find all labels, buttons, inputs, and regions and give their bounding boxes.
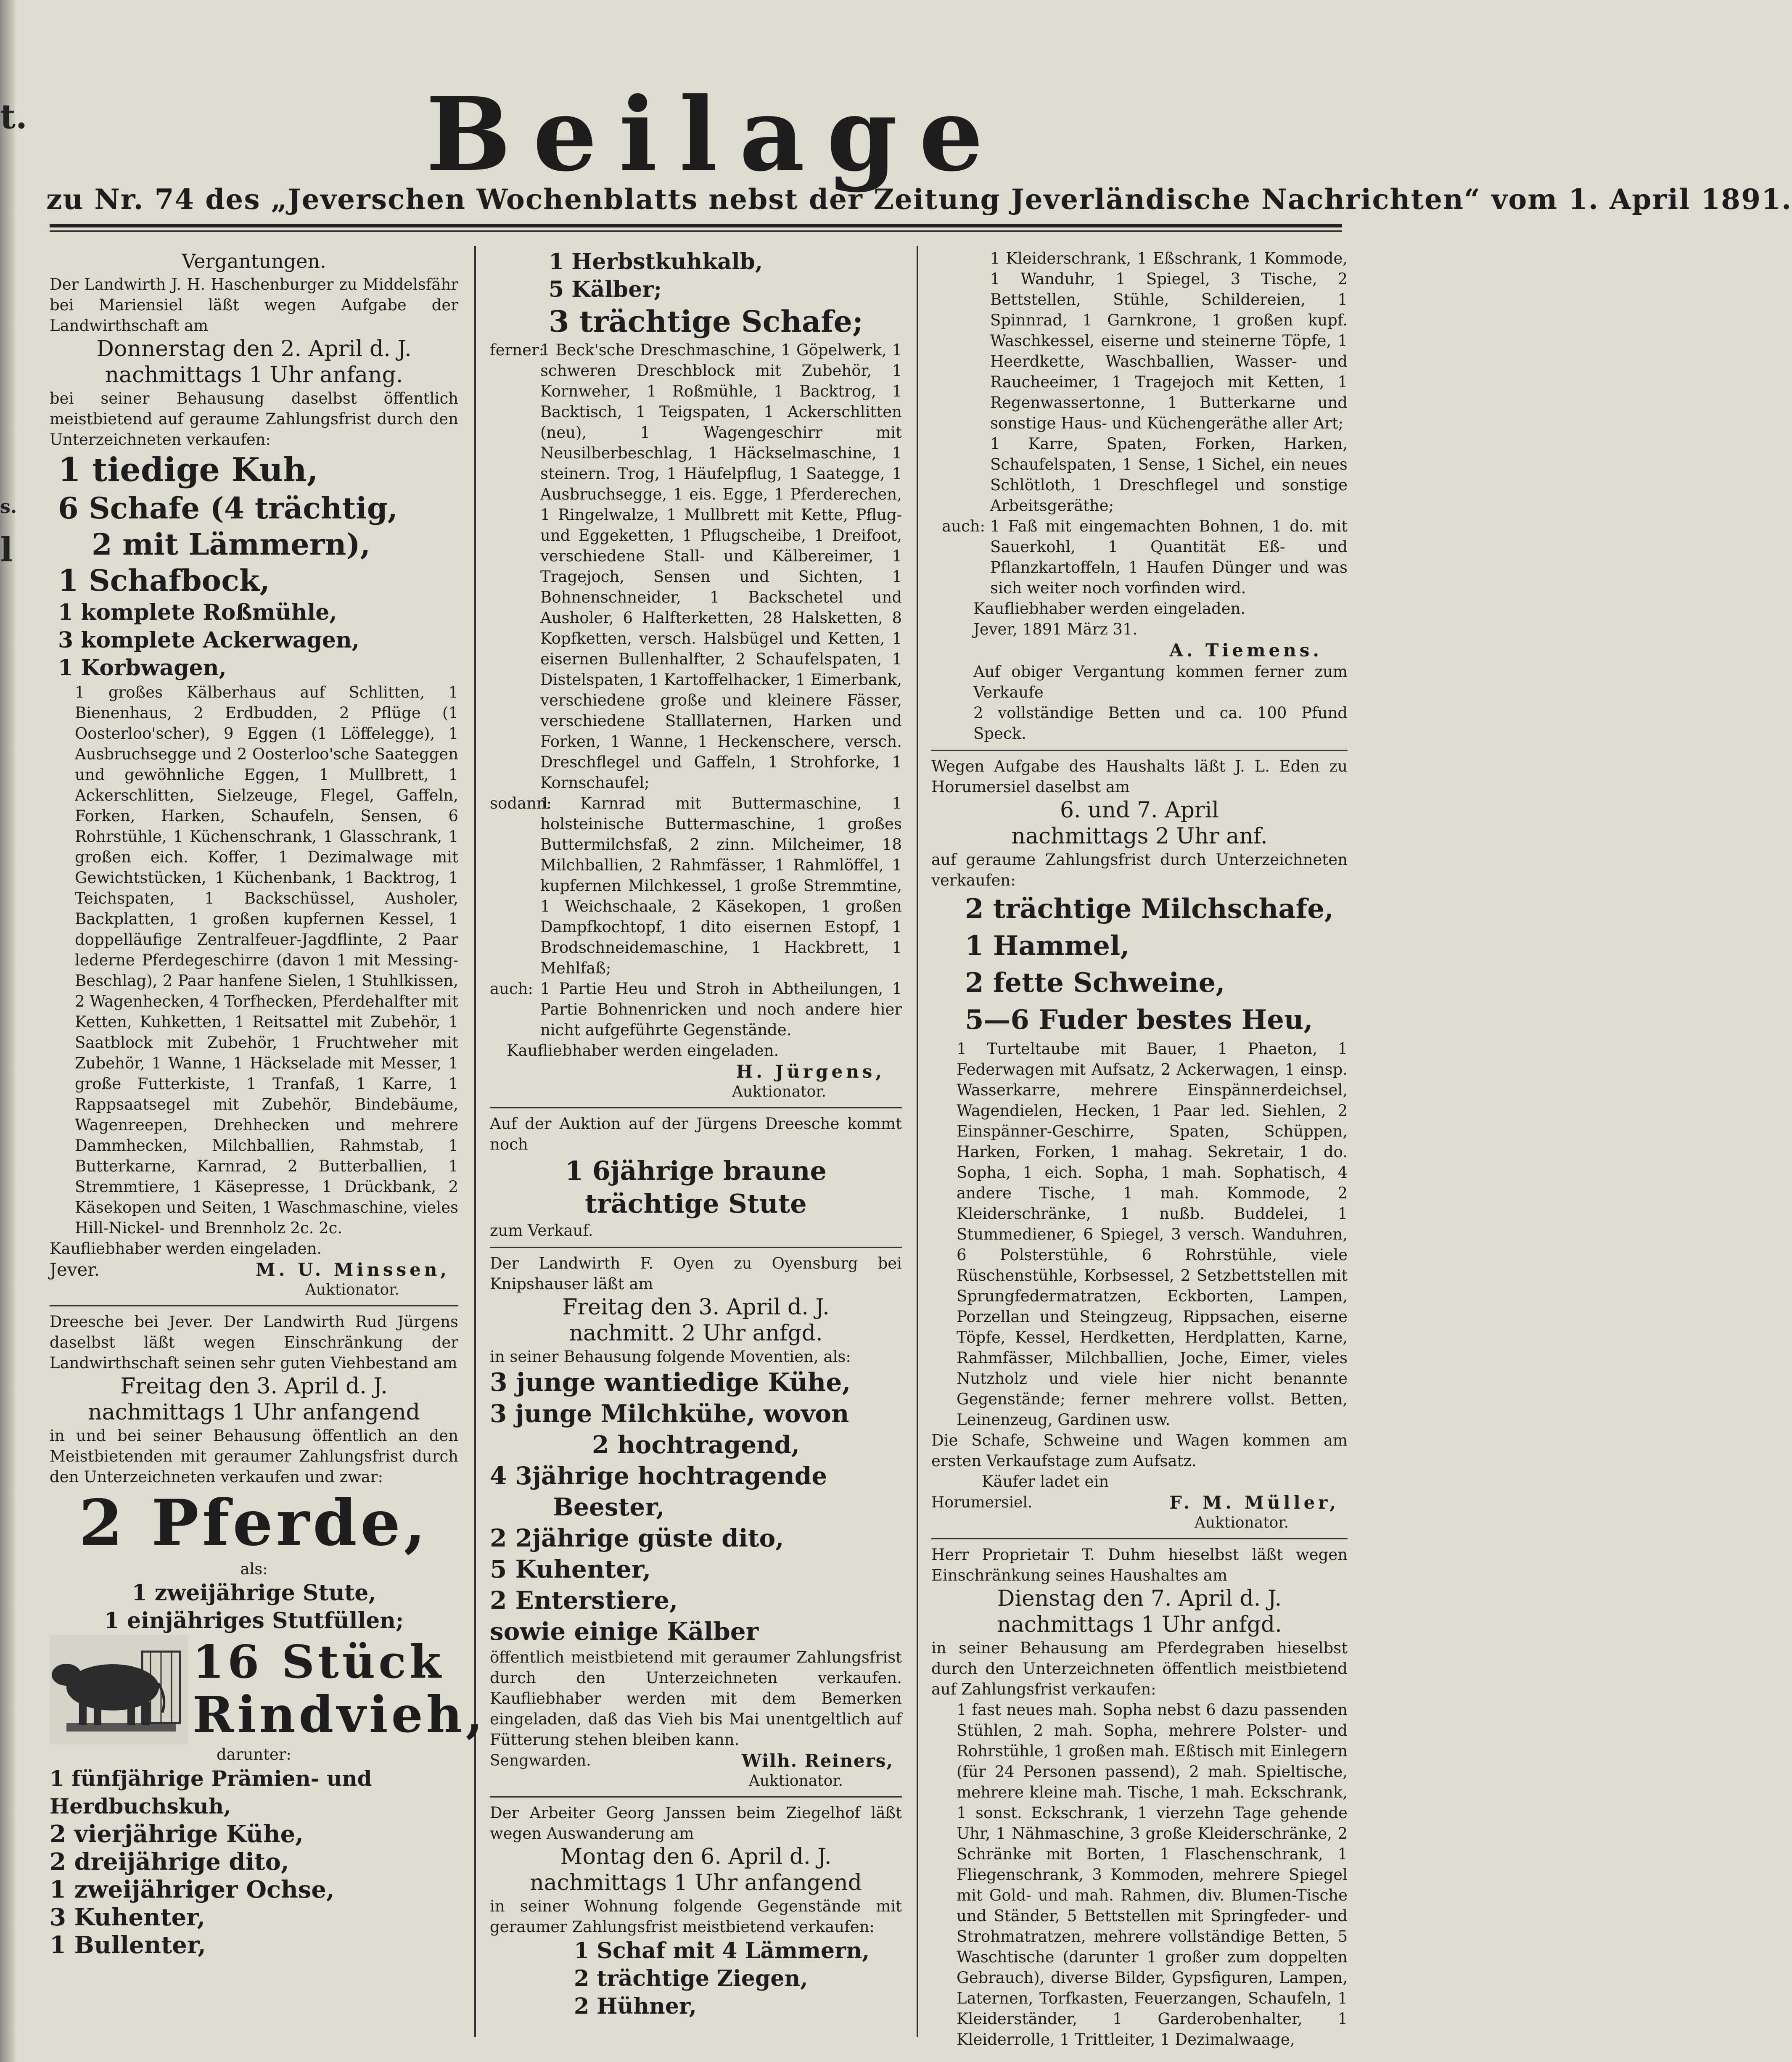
ad-signer: Wilh. Reiners, bbox=[741, 1750, 893, 1771]
ad-dateline: Jever, 1891 März 31. bbox=[973, 620, 1138, 638]
masthead bbox=[0, 75, 1406, 194]
column-3 bbox=[931, 248, 1348, 2049]
lot-item: sowie einige Kälber bbox=[490, 1617, 759, 1646]
lot-item: 1 Hammel, bbox=[965, 930, 1130, 962]
ad-label: darunter: bbox=[216, 1745, 291, 1763]
ad-body: 1 Karre, Spaten, Forken, Harken, Schaufelspaten, 1 Sense, 1 Sichel, ein neues Schlötloth, 1 Dreschflegel und sonstige Arbeitsgeräthe; bbox=[990, 435, 1348, 515]
lot-item: 5 Kuhenter, bbox=[490, 1555, 651, 1584]
ad-body: 1 fast neues mah. Sopha nebst 6 dazu passenden Stühlen, 2 mah. Sopha, mehrere Polster- und Rohrstühle, 1 großen mah. Eßtisch mit Einlegern (für 24 Personen passend), 2 mah. Spieltische, mehrere kleine mah. Tische, 1 mah. Eckschrank, 1 sonst. Eckschrank, 1 vierzehn Tage gehende Uhr, 1 Nähmaschine, 3 große Kleiderschränke, 2 Schränke mit Borten, 1 Flaschenschrank, 1 Fliegenschrank, 3 Kommoden, mehrere Spiegel mit Gold- und mah. Rahmen, div. Blumen-Tische und Ständer, 5 Bettstellen mit Springfeder- und Strohmatratzen, mehrere vollständige Betten, 5 Waschtische (darunter 1 großer zum doppelten Gebrauch), diverse Bilder, Gypsfiguren, Lampen, Laternen, Torfkasten, Feuerzangen, Schaufeln, 1 Kleiderständer, 1 Garderobenhalter, 1 Kleiderrolle, 1 Trittleiter, 1 Dezimalwaage, bbox=[957, 1701, 1348, 2049]
ad-time: nachmittags 1 Uhr anfangend bbox=[530, 1870, 862, 1895]
ad-date: Freitag den 3. April d. J. bbox=[562, 1295, 830, 1320]
lot-item: 6 Schafe (4 trächtig, bbox=[58, 491, 398, 526]
ad-separator bbox=[931, 1538, 1348, 1539]
ad-place: Sengwarden. bbox=[490, 1752, 591, 1769]
ad-separator bbox=[50, 1305, 458, 1306]
lot-item: 3 komplete Ackerwagen, bbox=[58, 627, 359, 653]
ad-date: Montag den 6. April d. J. bbox=[560, 1844, 832, 1869]
ad-heading: Vergantungen. bbox=[182, 250, 326, 272]
ad-signer: A. Tiemens. bbox=[1169, 640, 1322, 661]
lot-item: 4 3jährige hochtragende bbox=[490, 1462, 827, 1490]
ad-body: 2 vollständige Betten und ca. 100 Pfund Speck. bbox=[973, 704, 1348, 743]
ad-time: nachmittags 2 Uhr anf. bbox=[1011, 824, 1268, 849]
lot-item: trächtige Stute bbox=[585, 1188, 807, 1219]
ad-body: 1 Faß mit eingemachten Bohnen, 1 do. mit Sauerkohl, 1 Quantität Eß- und Pflanzkartoffeln, 1 Haufen Dünger und was sich weiter noch vorfinden wird. bbox=[990, 517, 1348, 597]
ad-closing: Kaufliebhaber werden eingeladen. bbox=[973, 600, 1246, 618]
lot-item: 1 zweijähriger Ochse, bbox=[50, 1876, 335, 1903]
ad-closing: Kaufliebhaber werden eingeladen. bbox=[507, 1042, 779, 1060]
ad-separator bbox=[490, 1796, 902, 1798]
ad-body: 1 Partie Heu und Stroh in Abtheilungen, 1 Partie Bohnenricken und noch andere hier nicht aufgeführte Gegenstände. bbox=[540, 980, 902, 1039]
ad-role: Auktionator. bbox=[305, 1281, 399, 1298]
ad-date: Donnerstag den 2. April d. J. bbox=[96, 336, 412, 362]
cattle-headline: Rindvieh, bbox=[193, 1685, 486, 1744]
lot-item: 2 vierjährige Kühe, bbox=[50, 1820, 304, 1848]
lot-item: 2 dreijährige dito, bbox=[50, 1848, 289, 1876]
ad-closing: zum Verkauf. bbox=[490, 1221, 593, 1240]
lot-item: 2 mit Lämmern), bbox=[92, 527, 370, 562]
signature-line bbox=[490, 1061, 902, 1083]
ad-time: nachmittags 1 Uhr anfangend bbox=[88, 1400, 420, 1425]
ad-separator bbox=[490, 1247, 902, 1248]
ad-intro: Herr Proprietair T. Duhm hieselbst läßt wegen Einschränkung seines Haushaltes am bbox=[931, 1546, 1348, 1584]
header-rule bbox=[50, 224, 1342, 227]
lot-item: 1 tiedige Kuh, bbox=[58, 451, 318, 489]
margin-fragment: t. bbox=[0, 97, 27, 136]
ad-label: sodann: bbox=[490, 794, 552, 812]
ad-date: 6. und 7. April bbox=[1060, 798, 1219, 823]
cow-illustration bbox=[50, 1635, 188, 1744]
ad-date: Freitag den 3. April d. J. bbox=[120, 1374, 388, 1399]
ad-body: 1 großes Kälberhaus auf Schlitten, 1 Bienenhaus, 2 Erdbudden, 2 Pflüge (1 Oosterloo'scher), 9 Eggen (1 Löffelegge), 1 Ausbruchsegge und 2 Oosterloo'sche Saateggen und gewöhnliche Eggen, 1 Mullbrett, 1 Ackerschlitten, Sielzeuge, Flegel, Gaffeln, Forken, Harken, Schaufeln, Sensen, 6 Rohrstühle, 1 Küchenschrank, 1 Glasschrank, 1 großen eich. Koffer, 1 Dezimalwage mit Gewichtstücken, 1 Küchenbank, 1 Backtrog, 1 Teichspaten, 1 Backschüssel, Ausholer, Backplatten, 1 großen kupfernen Kessel, 1 doppelläufige Zentralfeuer-Jagdflinte, 2 Paar lederne Pferdegeschirre (davon 1 mit Messing-Beschlag), 2 Paar hanfene Sielen, 1 Stuhlkissen, 2 Wagenhecken, 4 Torfhecken, Pferdehalfter mit Ketten, Kuhketten, 1 Reitsattel mit Zubehör, 1 Saatblock mit Zubehör, 1 Fruchtweher mit Zubehör, 1 Wanne, 1 Häckselade mit Messer, 1 große Futterkiste, 1 Tranfaß, 1 Karre, 1 Rappsaatsegel mit Zubehör, Bindebäume, Wagenreepen, Drehhecken und mehrere Dammhecken, Milchballien, Rahmstab, 1 Butterkarne, Karnrad, 2 Butterballien, 1 Stremmtiere, 1 Käsepresse, 1 Drückbank, 2 Käsekopen und Seiten, 1 Waschmaschine, vieles Hill-Nickel- und Brennholz 2c. 2c. bbox=[75, 683, 458, 1237]
ad-terms: bei seiner Behausung daselbst öffentlich meistbietend auf geraume Zahlungsfrist durch den Unterzeichneten verkaufen: bbox=[50, 389, 458, 449]
ad-time: nachmitt. 2 Uhr anfgd. bbox=[569, 1321, 823, 1346]
lot-item: 2 Enterstiere, bbox=[490, 1586, 678, 1615]
page-gutter bbox=[0, 0, 27, 2062]
lot-item: 1 Korbwagen, bbox=[58, 655, 227, 681]
lot-item: 3 junge wantiedige Kühe, bbox=[490, 1368, 851, 1397]
lot-item: Beester, bbox=[553, 1493, 665, 1521]
ad-intro: Wegen Aufgabe des Haushalts läßt J. L. Eden zu Horumersiel daselbst am bbox=[931, 757, 1348, 796]
ad-section bbox=[490, 978, 902, 1040]
signature-line bbox=[490, 1750, 902, 1772]
ad-separator bbox=[490, 1107, 902, 1108]
ad-body: Auf obiger Vergantung kommen ferner zum Verkaufe bbox=[973, 663, 1348, 701]
lot-item: 1 komplete Roßmühle, bbox=[58, 600, 337, 625]
ad-date: Dienstag den 7. April d. J. bbox=[997, 1586, 1282, 1611]
ad-label: ferner: bbox=[490, 341, 544, 359]
page-title: Beilage bbox=[426, 75, 1005, 194]
ad-section bbox=[931, 516, 1348, 598]
ad-signer: M. U. Minssen, bbox=[256, 1259, 450, 1280]
signature-line bbox=[931, 1492, 1348, 1514]
signature-line bbox=[931, 640, 1348, 661]
ad-label: auch: bbox=[942, 517, 985, 535]
ad-body: 1 Beck'sche Dreschmaschine, 1 Göpelwerk, 1 schweren Dreschblock mit Zubehör, 1 Kornweher, 1 Roßmühle, 1 Backtrog, 1 Backtisch, 1 Teigspaten, 1 Ackerschlitten (neu), 1 Wagengeschirr mit Neusilberbeschlag, 1 Häckselmaschine, 1 steinern. Trog, 1 Häufelpflug, 1 Saategge, 1 Ausbruchsegge, 1 eis. Egge, 1 Pferderechen, 1 Ringelwalze, 1 Mullbrett mit Kette, Pflug- und Eggeketten, 1 Pflugscheibe, 1 Dreifoot, verschiedene Stall- und Kälbereimer, 1 Tragejoch, Sensen und Sichten, 1 Bohnenschneider, 1 Backschetel und Ausholer, 6 Halfterketten, 28 Halsketten, 8 Kopfketten, versch. Halsbügel und Ketten, 1 eisernen Bullenhalfter, 2 Schaufelspaten, 1 Distelspaten, 1 Kartoffelhacker, 1 Eimerbank, verschiedene große und kleinere Fässer, verschiedene Stalllaternen, Harken und Forken, 1 Wanne, 1 Heckenschere, versch. Dreschflegel und Gaffeln, 1 Strohforke, 1 Kornschaufel; bbox=[540, 341, 902, 792]
ad-closing: Käufer ladet ein bbox=[982, 1472, 1109, 1491]
ad-terms: auf geraume Zahlungsfrist durch Unterzeichneten verkaufen: bbox=[931, 851, 1348, 889]
lot-item: 1 Bullenter, bbox=[50, 1931, 206, 1959]
ad-signer: F. M. Müller, bbox=[1169, 1492, 1339, 1513]
ad-intro: Dreesche bei Jever. Der Landwirth Rud Jürgens daselbst läßt wegen Einschränkung der Landwirthschaft seinen sehr guten Viehbestand am bbox=[50, 1313, 458, 1372]
ad-note: Die Schafe, Schweine und Wagen kommen am ersten Verkaufstage zum Aufsatz. bbox=[931, 1431, 1348, 1470]
ad-intro: Der Landwirth J. H. Haschenburger zu Middelsfähr bei Mariensiel läßt wegen Aufgabe der Landwirthschaft am bbox=[50, 275, 458, 335]
lot-item: 1 Schafbock, bbox=[58, 563, 270, 598]
ad-terms: in und bei seiner Behausung öffentlich an den Meistbietenden mit geraumer Zahlungsfrist durch den Unterzeichneten verkaufen und zwar: bbox=[50, 1427, 458, 1486]
lot-item: 5 Kälber; bbox=[549, 277, 662, 302]
lot-item: 1 zweijährige Stute, bbox=[132, 1580, 376, 1606]
column-2 bbox=[490, 248, 902, 2031]
ad-separator bbox=[931, 750, 1348, 751]
lot-headline: 2 Pferde, bbox=[79, 1486, 429, 1560]
ad-time: nachmittags 1 Uhr anfgd. bbox=[997, 1612, 1282, 1637]
page-subtitle: zu Nr. 74 des „Jeverschen Wochenblatts nebst der Zeitung Jeverländische Nachrichten“ vom 1. April 1891. bbox=[46, 183, 1792, 216]
lot-item: 1 fünfjährige Prämien- und Herdbuchskuh, bbox=[50, 1766, 372, 1819]
header-rule-thin bbox=[50, 230, 1342, 232]
lot-item: 1 einjähriges Stutfüllen; bbox=[104, 1608, 404, 1634]
ad-place: Horumersiel. bbox=[931, 1494, 1033, 1511]
ad-intro: Auf der Auktion auf der Jürgens Dreesche kommt noch bbox=[490, 1115, 902, 1153]
lot-item: 2 Hühner, bbox=[574, 1993, 697, 2019]
lot-item: 2 trächtige Milchschafe, bbox=[965, 893, 1334, 925]
lot-item: 1 6jährige braune bbox=[565, 1155, 827, 1186]
lot-item: 2 trächtige Ziegen, bbox=[574, 1966, 808, 1991]
lot-item: 2 fette Schweine, bbox=[965, 967, 1225, 999]
ad-signer: H. Jürgens, bbox=[736, 1061, 885, 1082]
cattle-count: 16 Stück bbox=[193, 1636, 444, 1689]
lot-item: 3 junge Milchkühe, wovon bbox=[490, 1399, 849, 1428]
ad-time: nachmittags 1 Uhr anfang. bbox=[105, 362, 403, 388]
ad-body: 1 Karnrad mit Buttermaschine, 1 holsteinische Buttermaschine, 1 großes Buttermilchsfaß, 2 zinn. Milcheimer, 18 Milchballien, 2 Rahmfässer, 1 Rahmlöffel, 1 kupfernen Milchkessel, 1 große Stremmtine, 1 Weichschaale, 2 Käsekopen, 1 großen Dampfkochtopf, 1 dito eisernen Estopf, 1 Brodschneidemaschine, 1 Hackbrett, 1 Mehlfaß; bbox=[540, 794, 902, 977]
ad-intro: Der Landwirth F. Oyen zu Oyensburg bei Knipshauser läßt am bbox=[490, 1254, 902, 1293]
column-divider bbox=[917, 246, 918, 2037]
ad-label: als: bbox=[240, 1560, 268, 1578]
ad-label: auch: bbox=[490, 980, 533, 998]
signature-line bbox=[50, 1259, 458, 1281]
margin-fragment: s. bbox=[0, 496, 17, 518]
ad-terms: in seiner Behausung folgende Moventien, als: bbox=[490, 1348, 851, 1366]
ad-body: öffentlich meistbietend mit geraumer Zahlungsfrist durch den Unterzeichneten verkaufen. Kaufliebhaber werden mit dem Bemerken eingeladen, daß das Vieh bis Mai unentgeltlich auf Fütterung stehen bleiben kann. bbox=[490, 1648, 902, 1749]
lot-item: 2 hochtragend, bbox=[592, 1430, 800, 1459]
ad-body: 1 Kleiderschrank, 1 Eßschrank, 1 Kommode, 1 Wanduhr, 1 Spiegel, 3 Tische, 2 Bettstellen, Stühle, Schildereien, 1 Spinnrad, 1 Garnkrone, 1 großen kupf. Waschkessel, eiserne und steinerne Töpfe, 1 Heerdkette, Waschballien, Wasser- und Raucheeimer, 1 Tragejoch mit Ketten, 1 Regenwassertonne, 1 Butterkarne und sonstige Haus- und Küchengeräthe aller Art; bbox=[990, 249, 1348, 432]
ad-terms: in seiner Wohnung folgende Gegenstände mit geraumer Zahlungsfrist meistbietend verkaufen: bbox=[490, 1897, 902, 1936]
ad-role: Auktionator. bbox=[1194, 1514, 1289, 1531]
lot-item: 3 Kuhenter, bbox=[50, 1903, 206, 1931]
margin-fragment: l bbox=[0, 530, 13, 569]
ad-closing: Kaufliebhaber werden eingeladen. bbox=[50, 1240, 322, 1258]
lot-item: 5—6 Fuder bestes Heu, bbox=[965, 1004, 1313, 1036]
lot-item: 1 Herbstkuhkalb, bbox=[549, 249, 763, 275]
ad-intro: Der Arbeiter Georg Janssen beim Ziegelhof läßt wegen Auswanderung am bbox=[490, 1804, 902, 1843]
ad-role: Auktionator. bbox=[732, 1083, 826, 1100]
lot-item: 3 trächtige Schafe; bbox=[549, 304, 863, 339]
lot-item: 1 Schaf mit 4 Lämmern, bbox=[574, 1938, 870, 1964]
column-1 bbox=[50, 248, 486, 2031]
ad-section bbox=[490, 340, 902, 793]
lot-item: 2 2jährige güste dito, bbox=[490, 1524, 784, 1552]
ad-terms: in seiner Behausung am Pferdegraben hieselbst durch den Unterzeichneten öffentlich meistbietend auf Zahlungsfrist verkaufen: bbox=[931, 1639, 1348, 1698]
cattle-block bbox=[50, 1635, 486, 1744]
column-divider bbox=[474, 246, 476, 2037]
ad-role: Auktionator. bbox=[748, 1772, 843, 1790]
ad-body: 1 Turteltaube mit Bauer, 1 Phaeton, 1 Federwagen mit Aufsatz, 2 Ackerwagen, 1 einsp. Wasserkarre, mehrere Einspännerdeichsel, Wagendielen, Hecken, 1 Paar led. Siehlen, 2 Einspänner-Geschirre, Spaten, Schüppen, Harken, Forken, 1 mahag. Sekretair, 1 do. Sopha, 1 eich. Sopha, 1 mah. Sophatisch, 4 andere Tische, 1 mah. Kommode, 2 Kleiderschränke, 1 nußb. Buddelei, 1 Stummediener, 6 Spiegel, 3 versch. Wanduhren, 6 Polsterstühle, 6 Rohrstühle, viele Rüschenstühle, Korbsessel, 2 Setzbettstellen mit Sprungfedermatratzen, Eckborten, Lampen, Porzellan und Steingzeug, Rippsachen, eiserne Töpfe, Kessel, Herdketten, Herdplatten, Karne, Rahmfässer, Milchballien, Joche, Eimer, vieles Nutzholz und viele hier nicht benannte Gegenstände; ferner mehrere vollst. Betten, Leinenzeug, Gardinen usw. bbox=[957, 1040, 1348, 1429]
ad-section bbox=[490, 793, 902, 978]
ad-place: Jever. bbox=[50, 1259, 100, 1280]
